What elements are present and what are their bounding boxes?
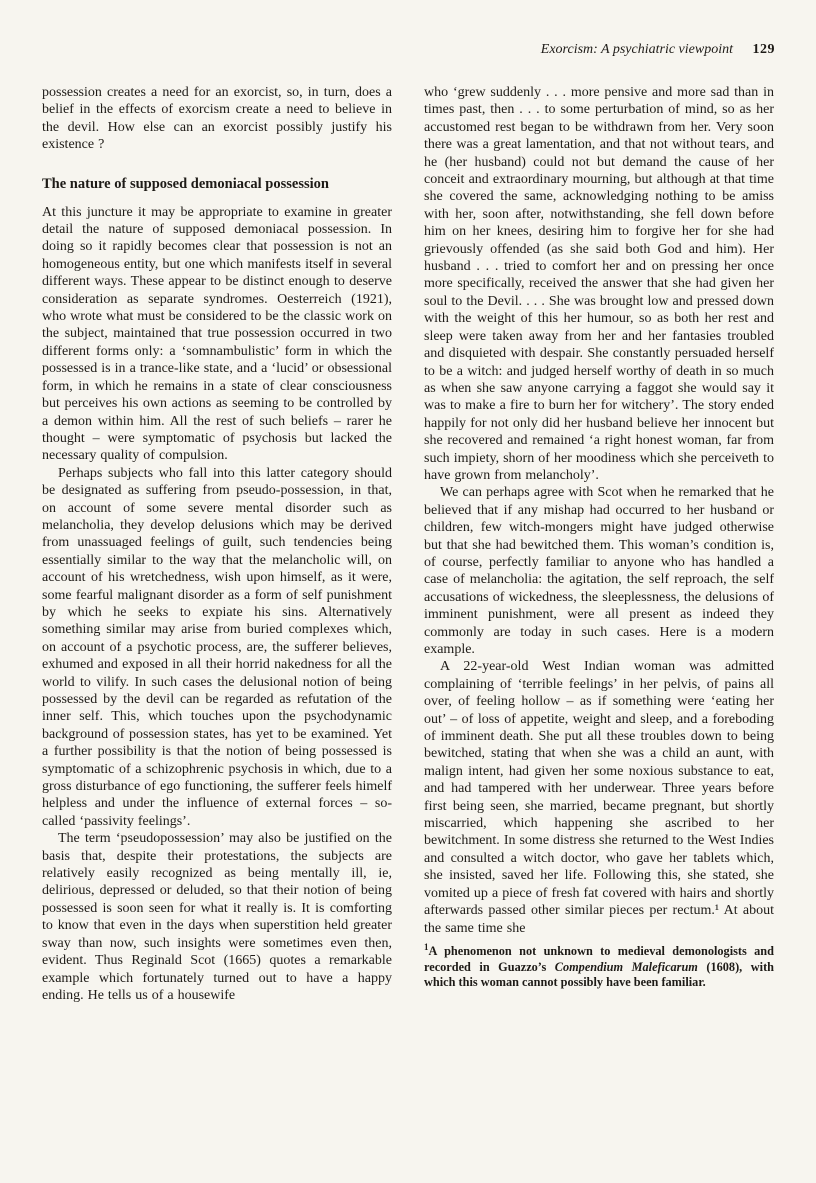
footnote: [424, 941, 774, 991]
footnote-book-title: Compendium Maleficarum: [554, 959, 698, 974]
paragraph-term: The term ‘pseudopossession’ may also be justified on the basis that, despite their protestations, the subjects are relatively easily recognized as being mentally ill, ie, delirious, depressed or deluded, so that their notion of being possessed is soon seen for what it really is. It is comforting to know that even in the days when superstition held greater sway than now, such insights were sometimes even then, evident. Thus Reginald Scot (1665) quotes a remarkable example which fortunately turned out to have a happy ending. He tells us of a housewife: [42, 831, 392, 1003]
footnote-text-after: (1608), with which this woman cannot possibly have been familiar.: [424, 959, 774, 990]
paragraph-continued: possession creates a need for an exorcist, so, in turn, does a belief in the effects of exorcism create a need to believe in the devil. How else can an exorcist possibly justify his existence ?: [42, 85, 392, 153]
footnote-text-before: A phenomenon not unknown to medieval demonologists and recorded in Guazzo’s: [424, 943, 774, 974]
paragraph-case: A 22-year-old West Indian woman was admitted complaining of ‘terrible feelings’ in her pelvis, of pains all over, of feeling hollow – as if something were ‘eating her out’ – of loss of appetite, weight and sleep, and a foreboding of imminent death. She put all these troubles down to being bewitched, stating that when she was a child an aunt, with malign intent, had given her some noxious substance to eat, and had tampered with her underwear. Three years before first being seen, she married, became pregnant, but shortly miscarried, which happening she ascribed to her bewitchment. In some distress she returned to the West Indies and consulted a witch doctor, who gave her tablets which, she insisted, saved her life. Following this, she stated, she vomited up a piece of fresh fat covered with hairs and shortly afterwards passed other similar pieces per rectum.¹ At about the same time she: [424, 659, 774, 936]
section-heading: The nature of supposed demoniacal possession: [42, 175, 329, 192]
paragraph-pseudo: Perhaps subjects who fall into this latter category should be designated as suffering from pseudo-possession, in that, on account of some severe mental disorder such as melancholia, they develop delusions which may be derived from unassuaged feelings of guilt, such tendencies being essentially similar to the way that the melancholic will, on account of his wretchedness, wish upon himself, as it were, some fearful malignant disorder as a form of self punishment by which he seeks to expiate his sins. Alternatively something similar may arise from buried complexes which, on account of a psychotic process, are, the sufferer believes, exhumed and exposed in all their horrid nakedness for all the world to vilify. In such cases the delusional notion of being possessed by the devil can be regarded as refutation of the inner self. This, which touches upon the psychodynamic background of possession states, has yet to be examined. Yet a further possibility is that the notion of being possessed is symptomatic of a schizophrenic psychosis in which, due to a gross disturbance of ego functioning, the sufferer feels himelf helpless and under the influence of external forces – so-called ‘passivity feelings’.: [42, 465, 392, 829]
text-columns: [42, 84, 774, 1004]
paragraph-scot-story: who ‘grew suddenly . . . more pensive and more sad than in times past, then . . . to some perturbation of mind, so as her accustomed rest began to be withdrawn from her. Very soon there was a great lamentation, and that not without tears, and he (her husband) could not but demand the cause of her conceit and extraordinary mourning, but although at that time she covered the same, acknowledging nothing to be amiss with her, soon after, notwithstanding, she fell down before him on her knees, desiring him to forgive her for she had grievously offended (as she said both God and him). Her husband . . . tried to comfort her and on pressing her once more specifically, received the answer that she had given her soul to the Devil. . . . She was brought low and pressed down with the weight of this her humour, so as both her rest and sleep were taken away from her and her fantasies troubled and disquieted with despair. She constantly persuaded herself to be a witch: and judged herself worthy of death in so much as when she saw anyone carrying a faggot she would say it was to make a fire to burn her for witchery’. The story ended happily for not only did her husband believe her innocent but she recovered and remained ‘a right honest woman, far from such impiety, shorn of her moodiness which she perceiveth to have grown from melancholy’.: [424, 85, 774, 483]
page-number: 129: [752, 42, 775, 57]
right-column: [424, 84, 774, 1004]
paragraph-agree: We can perhaps agree with Scot when he remarked that he believed that if any mishap had occurred to her husband or children, few witch-mongers might have judged otherwise but that she had bewitched them. This woman’s condition is, of course, perfectly familiar to anyone who has handled a case of melancholia: the agitation, the self reproach, the self accusations of wickedness, the sleeplessness, the delusions of imminent punishment, were all present as indeed they commonly are today in such cases. Here is a modern example.: [424, 485, 774, 657]
paragraph-nature: At this juncture it may be appropriate to examine in greater detail the nature of supposed demoniacal possession. In doing so it rapidly becomes clear that possession is not an homogeneous entity, but one which manifests itself in several different ways. These appear to be distinct enough to deserve consideration as separate syndromes. Oesterreich (1921), who wrote what must be considered to be the classic work on the subject, maintained that true possession occurred in two different forms only: a ‘somnambulistic’ form in which the possessed is in a trance-like state, and a ‘lucid’ or obsessional form, in which he remains in a state of clear consciousness but perceives his own actions as seeming to be controlled by a demon within him. All the rest of such beliefs – rarer he thought – were symptomatic of psychosis but lacked the necessary quality of compulsion.: [42, 204, 392, 464]
running-title: Exorcism: A psychiatric viewpoint: [540, 42, 733, 57]
footnote-marker: 1: [424, 941, 429, 952]
left-column: [42, 84, 392, 1004]
running-header: [42, 42, 775, 58]
